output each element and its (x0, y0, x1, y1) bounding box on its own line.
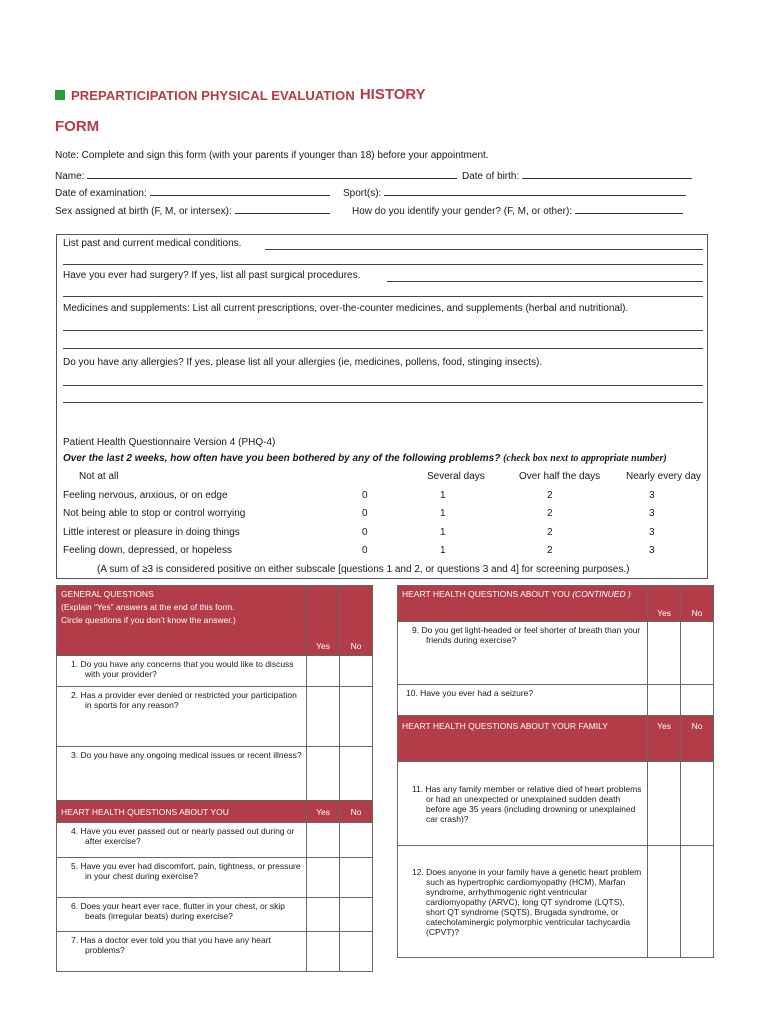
phq-row-label: Little interest or pleasure in doing things (63, 527, 240, 538)
phq-row (63, 490, 703, 504)
phq-option[interactable]: 3 (649, 545, 655, 556)
phq-row-label: Feeling down, depressed, or hopeless (63, 545, 232, 556)
surgery-field-2[interactable] (63, 296, 703, 297)
phq-subtitle: Over the last 2 weeks, how often have you been bothered by any of the following problems? (63, 453, 501, 464)
phq-title: Patient Health Questionnaire Version 4 (PHQ-4) (63, 437, 276, 448)
dob-row (462, 168, 692, 182)
phq-option[interactable]: 1 (440, 490, 446, 501)
phq-subtitle-note: (check box next to appropriate number) (503, 453, 667, 464)
gender-row (352, 203, 683, 217)
title-form: FORM (55, 118, 100, 135)
sex-row (55, 203, 330, 217)
question-9: 9. Do you get light-headed or feel shorter of breath than your friends during exercise? (398, 622, 648, 685)
heart-questions-table (397, 585, 714, 958)
form-title (55, 86, 426, 103)
phq-col-not-at-all: Not at all (79, 471, 119, 482)
phq-option[interactable]: 1 (440, 508, 446, 519)
phq-option[interactable]: 1 (440, 545, 446, 556)
table-row (57, 932, 373, 972)
conditions-field[interactable] (265, 249, 703, 250)
table-row (57, 747, 373, 801)
general-header-cell (57, 586, 307, 656)
exam-date-field[interactable] (150, 185, 330, 196)
phq-row (63, 527, 703, 541)
q5-no-cell[interactable] (340, 858, 373, 898)
phq-option[interactable]: 2 (547, 508, 553, 519)
question-7: 7. Has a doctor ever told you that you have any heart problems? (57, 932, 307, 972)
medicines-field-2[interactable] (63, 348, 703, 349)
phq-col-over-half: Over half the days (519, 471, 601, 482)
q10-no-cell[interactable] (681, 685, 714, 716)
heart-you-header: HEART HEALTH QUESTIONS ABOUT YOU (57, 801, 307, 823)
phq-subtitle-row (63, 453, 667, 464)
heart-cont-header: HEART HEALTH QUESTIONS ABOUT YOU (CONTINUED ) (398, 586, 648, 622)
q9-yes-cell[interactable] (648, 622, 681, 685)
phq-footnote: (A sum of ≥3 is considered positive on either subscale [questions 1 and 2, or questions 3 and 4] for screening purposes.) (97, 564, 630, 575)
phq-row (63, 508, 703, 522)
question-6: 6. Does your heart ever race, flutter in your chest, or skip beats (irregular beats) during exercise? (57, 898, 307, 932)
conditions-field-2[interactable] (63, 264, 703, 265)
q7-yes-cell[interactable] (307, 932, 340, 972)
name-row (55, 168, 457, 182)
name-field[interactable] (87, 168, 457, 179)
question-1: 1. Do you have any concerns that you would like to discuss with your provider? (57, 656, 307, 687)
table-row (57, 858, 373, 898)
q9-no-cell[interactable] (681, 622, 714, 685)
phq-col-nearly-every-day: Nearly every day (626, 471, 702, 482)
phq-option[interactable]: 0 (362, 490, 368, 501)
table-row (57, 687, 373, 747)
question-2: 2. Has a provider ever denied or restricted your participation in sports for any reason? (57, 687, 307, 747)
general-header: GENERAL QUESTIONS (61, 589, 154, 599)
phq-row-label: Not being able to stop or control worrying (63, 508, 246, 519)
name-label: Name: (55, 171, 85, 182)
question-12: 12. Does anyone in your family have a genetic heart problem such as hypertrophic cardiomyopathy (HCM), Marfan syndrome, arrhythmogenic right ventricular cardiomyopathy (ARVC), long QT syndrome (LQTS), short QT syndrome (SQTS), Brugada syndrome, or catecholaminergic polymorphic ventricular tachycardia (CPVT)? (398, 846, 648, 958)
q11-yes-cell[interactable] (648, 762, 681, 846)
q10-yes-cell[interactable] (648, 685, 681, 716)
phq-row (63, 545, 703, 559)
phq-row-label: Feeling nervous, anxious, or on edge (63, 490, 228, 501)
q4-yes-cell[interactable] (307, 823, 340, 858)
q6-yes-cell[interactable] (307, 898, 340, 932)
allergies-question: Do you have any allergies? If yes, please list all your allergies (ie, medicines, pollens, food, stinging insects). (63, 357, 543, 368)
sex-field[interactable] (235, 203, 330, 214)
phq-option[interactable]: 1 (440, 527, 446, 538)
q2-no-cell[interactable] (340, 687, 373, 747)
phq-option[interactable]: 3 (649, 527, 655, 538)
heart-family-no-header: No (681, 716, 714, 762)
table-row (398, 622, 714, 685)
table-row (398, 762, 714, 846)
phq-header-row (63, 471, 703, 485)
table-row (57, 656, 373, 687)
q1-yes-cell[interactable] (307, 656, 340, 687)
q7-no-cell[interactable] (340, 932, 373, 972)
phq-option[interactable]: 2 (547, 527, 553, 538)
general-header-row (57, 586, 373, 656)
phq-option[interactable]: 3 (649, 490, 655, 501)
conditions-question: List past and current medical conditions. (63, 238, 242, 249)
phq-option[interactable]: 2 (547, 545, 553, 556)
dob-label: Date of birth: (462, 171, 520, 182)
q3-yes-cell[interactable] (307, 747, 340, 801)
q12-no-cell[interactable] (681, 846, 714, 958)
exam-row (55, 185, 330, 199)
table-row (57, 898, 373, 932)
phq-col-several-days: Several days (427, 471, 485, 482)
question-4: 4. Have you ever passed out or nearly passed out during or after exercise? (57, 823, 307, 858)
general-circle: Circle questions if you don’t know the answer.) (61, 615, 236, 625)
gender-field[interactable] (575, 203, 683, 214)
heart-cont-header-row (398, 586, 714, 622)
medicines-question: Medicines and supplements: List all current prescriptions, over-the-counter medicines, and supplements (herbal and nutritional). (63, 303, 629, 314)
table-row (57, 823, 373, 858)
q1-no-cell[interactable] (340, 656, 373, 687)
allergies-field-2[interactable] (63, 402, 703, 403)
surgery-field[interactable] (387, 281, 703, 282)
sports-field[interactable] (384, 185, 686, 196)
sex-label: Sex assigned at birth (F, M, or intersex): (55, 206, 232, 217)
exam-date-label: Date of examination: (55, 188, 147, 199)
heart-cont-continued: (CONTINUED ) (572, 589, 631, 599)
medicines-field[interactable] (63, 330, 703, 331)
general-yes-header: Yes (307, 586, 340, 656)
heart-cont-no-header: No (681, 586, 714, 622)
general-questions-table (56, 585, 373, 972)
allergies-field[interactable] (63, 385, 703, 386)
q2-yes-cell[interactable] (307, 687, 340, 747)
phq-option[interactable]: 0 (362, 527, 368, 538)
heart-you-no-header: No (340, 801, 373, 823)
q11-no-cell[interactable] (681, 762, 714, 846)
heart-you-yes-header: Yes (307, 801, 340, 823)
sports-label: Sport(s): (343, 188, 382, 199)
phq-option[interactable]: 0 (362, 508, 368, 519)
phq-option[interactable]: 0 (362, 545, 368, 556)
phq-option[interactable]: 2 (547, 490, 553, 501)
green-square-icon (55, 90, 65, 100)
question-5: 5. Have you ever had discomfort, pain, tightness, or pressure in your chest during exercise? (57, 858, 307, 898)
question-11: 11. Has any family member or relative died of heart problems or had an unexpected or unexplained sudden death before age 35 years (including drowning or unexplained car crash)? (398, 762, 648, 846)
heart-family-yes-header: Yes (648, 716, 681, 762)
dob-field[interactable] (522, 168, 692, 179)
heart-family-header: HEART HEALTH QUESTIONS ABOUT YOUR FAMILY (398, 716, 648, 762)
q4-no-cell[interactable] (340, 823, 373, 858)
title-history: HISTORY (359, 86, 426, 103)
heart-cont-yes-header: Yes (648, 586, 681, 622)
q12-yes-cell[interactable] (648, 846, 681, 958)
general-no-header: No (340, 586, 373, 656)
medical-history-box (56, 234, 708, 579)
general-explain: (Explain “Yes” answers at the end of this form. (61, 602, 235, 612)
table-row (398, 846, 714, 958)
heart-you-header-row (57, 801, 373, 823)
q5-yes-cell[interactable] (307, 858, 340, 898)
note-text: Note: Complete and sign this form (with your parents if younger than 18) before your appointment. (55, 150, 489, 161)
title-main: PREPARTICIPATION PHYSICAL EVALUATION (71, 88, 355, 103)
question-10: 10. Have you ever had a seizure? (398, 685, 648, 716)
phq-option[interactable]: 3 (649, 508, 655, 519)
question-3: 3. Do you have any ongoing medical issues or recent illness? (57, 747, 307, 801)
heart-family-header-row (398, 716, 714, 762)
q6-no-cell[interactable] (340, 898, 373, 932)
sports-row (343, 185, 686, 199)
surgery-question: Have you ever had surgery? If yes, list all past surgical procedures. (63, 270, 361, 281)
gender-label: How do you identify your gender? (F, M, or other): (352, 206, 573, 217)
table-row (398, 685, 714, 716)
q3-no-cell[interactable] (340, 747, 373, 801)
